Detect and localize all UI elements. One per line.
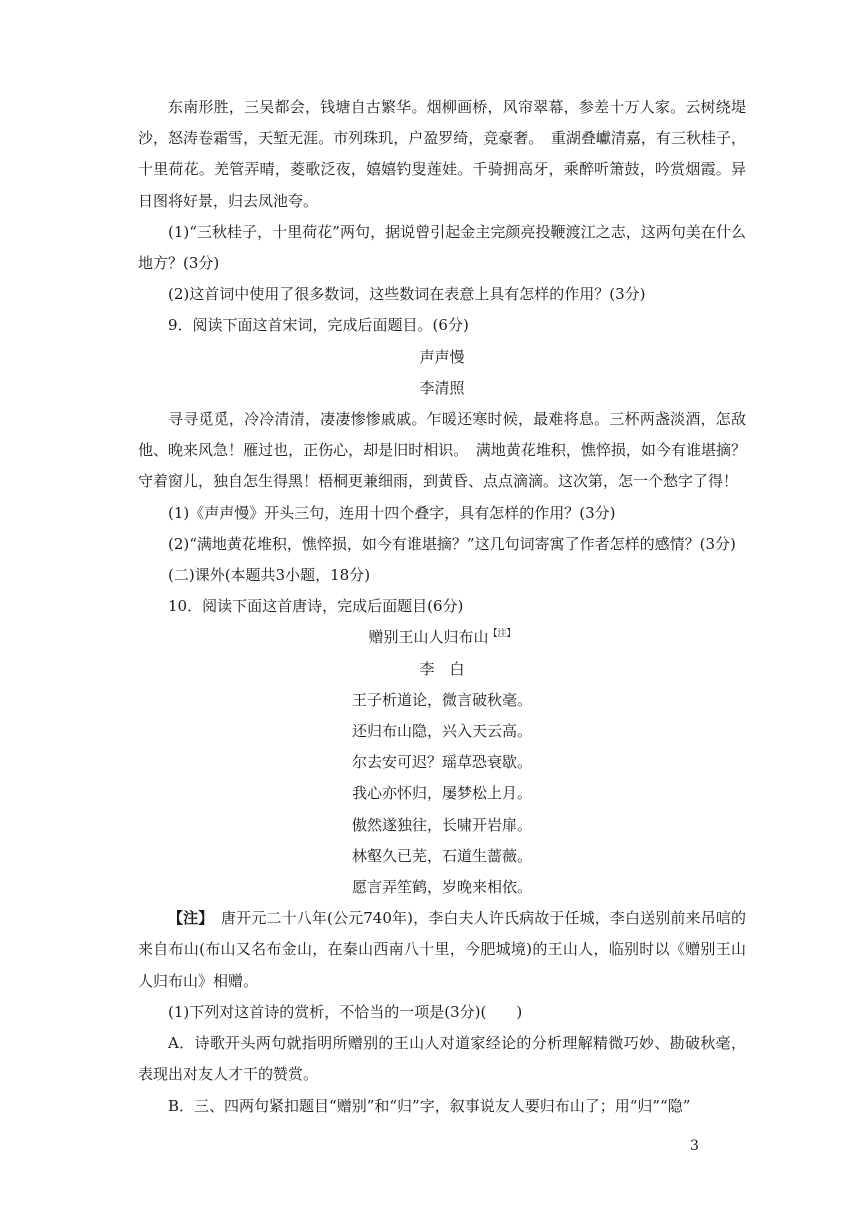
q9-poem-title: 声声慢: [419, 347, 465, 366]
poem-line: 还归布山隐，兴入天云高。: [351, 722, 532, 741]
q10-note: [138, 903, 746, 997]
page-number: 3: [690, 1138, 699, 1154]
q10-intro: 10．阅读下面这首唐诗，完成后面题目(6分): [168, 597, 464, 616]
q10-option-a: A．诗歌开头两句就指明所赠别的王山人对道家经论的分析理解精微巧妙、勘破秋毫，表现出对友人才干的赞赏。: [138, 1034, 746, 1084]
q9-intro: 9．阅读下面这首宋词，完成后面题目。(6分): [168, 316, 469, 335]
section-2-heading: (二)课外(本题共3小题，18分): [168, 566, 371, 585]
q10-poem-title-line: [138, 622, 746, 653]
poem-line: 王子析道论，微言破秋毫。: [351, 690, 532, 709]
poem-line: 林壑久已芜，石道生蔷薇。: [351, 846, 532, 865]
q10-sub1: (1)下列对这首诗的赏析，不恰当的一项是(3分)( ): [168, 1002, 523, 1021]
q9-poem-text: 寻寻觅觅，冷冷清清，凄凄惨惨戚戚。乍暖还寒时候，最难将息。三杯两盏淡酒，怎敌他、晚来风急！雁过也，正伤心，却是旧时相识。 满地黄花堆积，憔悴损，如今有谁堪摘？守着窗儿，独自怎生得黑！梧桐更兼细雨，到黄昏、点点滴滴。这次第，怎一个愁字了得！: [138, 410, 746, 491]
note-tag: 【注】: [168, 909, 206, 928]
poem-line: 愿言弄笙鹤，岁晚来相依。: [351, 878, 532, 897]
page-content: [138, 92, 746, 1122]
q10-poem-author: 李 白: [419, 659, 465, 678]
poem-passage-liuyong: 东南形胜，三吴都会，钱塘自古繁华。烟柳画桥，风帘翠幕，参差十万人家。云树绕堤沙，怒涛卷霜雪，天堑无涯。市列珠玑，户盈罗绮，竞豪奢。 重湖叠巘清嘉，有三秋桂子，十里荷花。羌管弄晴，菱歌泛夜，嬉嬉钓叟莲娃。千骑拥高牙，乘醉听箫鼓，吟赏烟霞。异日图将好景，归去凤池夸。: [138, 98, 746, 210]
q9-sub1: (1)《声声慢》开头三句，连用十四个叠字，具有怎样的作用？(3分): [168, 503, 616, 522]
poem-line: 傲然遂独往，长啸开岩扉。: [351, 815, 532, 834]
q9-poem-author: 李清照: [419, 378, 465, 397]
q10-option-b: B．三、四两句紧扣题目“赠别”和“归”字，叙事说友人要归布山了；用“归”“隐”: [168, 1096, 691, 1115]
poem-line: 尔去安可迟？瑶草恐衰歇。: [351, 753, 532, 772]
q10-title-note-mark: 【注】: [488, 629, 516, 640]
q10-poem-title: 赠别王山人归布山: [368, 628, 489, 647]
poem-line: 我心亦怀归，屡梦松上月。: [351, 784, 532, 803]
note-text: 唐开元二十八年(公元740年)，李白夫人许氏病故于任城，李白送别前来吊唁的来自布山(布山又名布金山，在秦山西南八十里，今肥城境)的王山人，临别时以《赠别王山人归布山》相赠。: [138, 909, 746, 990]
q9-sub2: (2)“满地黄花堆积，憔悴损，如今有谁堪摘？”这几句词寄寓了作者怎样的感情？(3分): [168, 534, 736, 553]
q8-sub1: (1)“三秋桂子，十里荷花”两句，据说曾引起金主完颜亮投鞭渡江之志，这两句美在什么地方？(3分): [138, 222, 746, 273]
q8-sub2: (2)这首词中使用了很多数词，这些数词在表意上具有怎样的作用？(3分): [168, 285, 646, 304]
